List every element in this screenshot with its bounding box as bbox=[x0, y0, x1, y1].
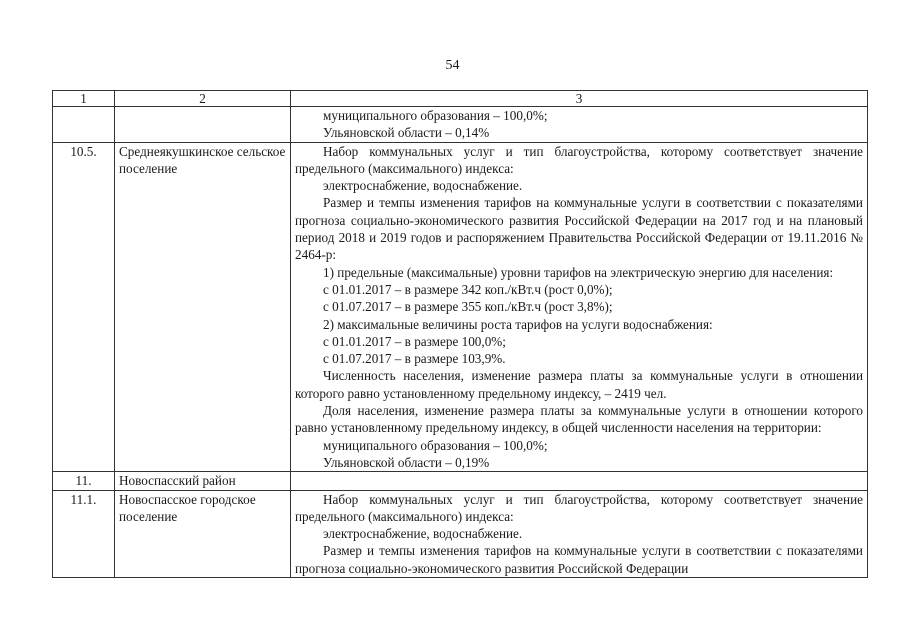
row-number: 10.5. bbox=[53, 142, 115, 472]
paragraph: с 01.01.2017 – в размере 100,0%; bbox=[323, 333, 506, 349]
row-number: 11. bbox=[53, 472, 115, 490]
paragraph: Размер и темпы изменения тарифов на коммунальные услуги в соответствии с показателями прогноза социально-экономического развития Российской Федерации bbox=[295, 543, 863, 576]
row-name bbox=[115, 107, 291, 143]
row-name: Новоспасское городское поселение bbox=[115, 490, 291, 577]
table-header-row bbox=[53, 91, 868, 107]
table-row bbox=[53, 490, 868, 577]
table-row bbox=[53, 142, 868, 472]
paragraph: с 01.07.2017 – в размере 103,9%. bbox=[323, 351, 506, 367]
paragraph: Размер и темпы изменения тарифов на коммунальные услуги в соответствии с показателями прогноза социально-экономического развития Российской Федерации на 2017 год и на плановый период 2018 и 2019 годов и распоряжением Правительства Российской Федерации от 19.11.2016 № 2464-р: bbox=[295, 195, 863, 263]
header-col-1: 1 bbox=[53, 91, 115, 107]
paragraph: 2) максимальные величины роста тарифов на услуги водоснабжения: bbox=[323, 316, 713, 332]
row-content bbox=[291, 107, 868, 143]
row-number: 11.1. bbox=[53, 490, 115, 577]
tariff-table bbox=[52, 90, 868, 578]
text-line: муниципального образования – 100,0%; bbox=[323, 108, 548, 123]
row-name: Новоспасский район bbox=[115, 472, 291, 490]
paragraph: с 01.07.2017 – в размере 355 коп./кВт.ч (рост 3,8%); bbox=[323, 299, 613, 315]
text-line: Ульяновской области – 0,14% bbox=[323, 125, 490, 141]
paragraph: Ульяновской области – 0,19% bbox=[323, 454, 490, 470]
row-name: Среднеякушкинское сельское поселение bbox=[115, 142, 291, 472]
paragraph: электроснабжение, водоснабжение. bbox=[323, 178, 523, 194]
paragraph: Численность населения, изменение размера платы за коммунальные услуги в отношении которого равно установленному предельному индексу, – 2419 чел. bbox=[295, 368, 863, 401]
header-col-3: 3 bbox=[291, 91, 868, 107]
row-content bbox=[291, 490, 868, 577]
paragraph: Набор коммунальных услуг и тип благоустройства, которому соответствует значение предельного (максимального) индекса: bbox=[295, 491, 863, 524]
paragraph: муниципального образования – 100,0%; bbox=[323, 437, 548, 453]
table-row bbox=[53, 472, 868, 490]
paragraph: Набор коммунальных услуг и тип благоустройства, которому соответствует значение предельного (максимального) индекса: bbox=[295, 143, 863, 176]
paragraph: 1) предельные (максимальные) уровни тарифов на электрическую энергию для населения: bbox=[323, 264, 834, 280]
paragraph: с 01.01.2017 – в размере 342 коп./кВт.ч (рост 0,0%); bbox=[323, 281, 613, 297]
paragraph: электроснабжение, водоснабжение. bbox=[323, 526, 523, 542]
page-number: 54 bbox=[445, 58, 460, 73]
paragraph: Доля населения, изменение размера платы за коммунальные услуги в отношении которого равно установленному предельному индексу, в общей численности населения на территории: bbox=[295, 403, 863, 436]
table-row-continuation bbox=[53, 107, 868, 143]
header-col-2: 2 bbox=[115, 91, 291, 107]
row-content bbox=[291, 142, 868, 472]
row-content bbox=[291, 472, 868, 490]
row-number bbox=[53, 107, 115, 143]
